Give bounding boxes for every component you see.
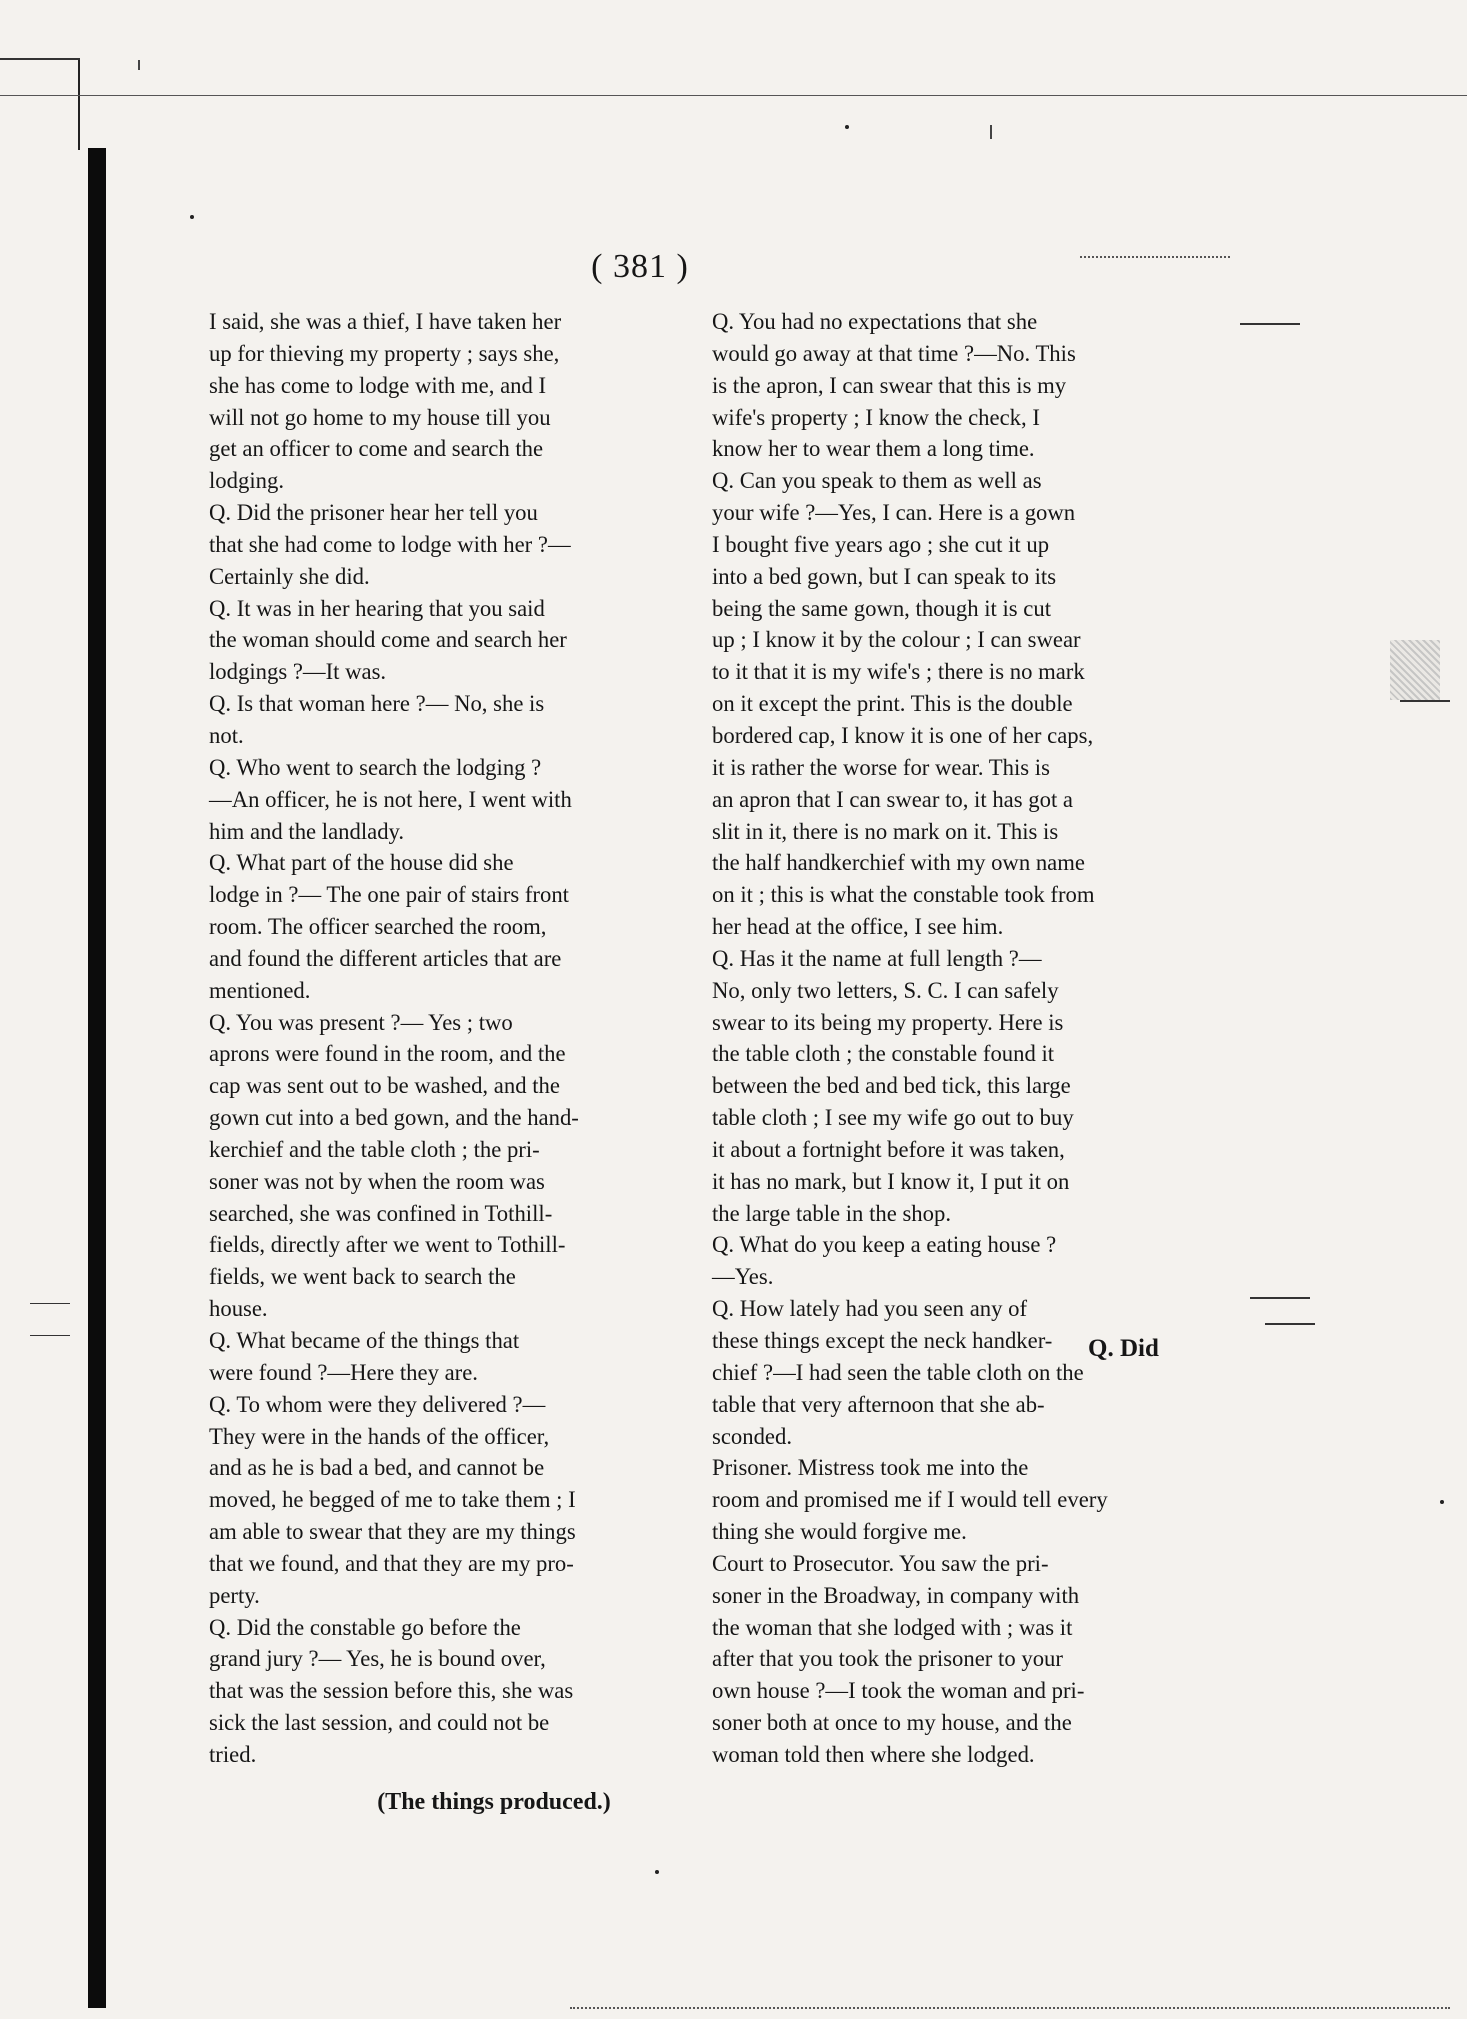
text-line: that was the session before this, she was <box>209 1678 574 1704</box>
text-line: the table cloth ; the constable found it <box>712 1041 1055 1067</box>
catchword: Q. Did <box>1088 1335 1159 1362</box>
text-line: the woman that she lodged with ; was it <box>712 1614 1073 1640</box>
text-line: bordered cap, I know it is one of her caps, <box>712 722 1094 748</box>
text-line: to it that it is my wife's ; there is no mark <box>712 659 1085 685</box>
text-line: soner was not by when the room was <box>209 1168 545 1194</box>
text-line: kerchief and the table cloth ; the pri- <box>209 1136 540 1162</box>
scan-speck <box>845 125 849 129</box>
text-line: and as he is bad a bed, and cannot be <box>209 1455 545 1481</box>
text-line: tried. <box>209 1741 257 1767</box>
text-line: fields, directly after we went to Tothill- <box>209 1232 566 1258</box>
text-line: Q. You had no expectations that she <box>712 309 1038 334</box>
text-line: table cloth ; I see my wife go out to buy <box>712 1105 1074 1131</box>
text-line: get an officer to come and search the <box>209 436 544 462</box>
text-line: I bought five years ago ; she cut it up <box>712 531 1050 557</box>
text-line: table that very afternoon that she ab- <box>712 1391 1045 1417</box>
text-line: and found the different articles that are <box>209 945 562 971</box>
text-line: being the same gown, though it is cut <box>712 595 1052 621</box>
left-column <box>209 306 684 1819</box>
text-line: swear to its being my property. Here is <box>712 1009 1064 1035</box>
text-line: house. <box>209 1296 268 1322</box>
text-line: Q. Has it the name at full length ?— <box>712 945 1042 971</box>
scan-artifact <box>1390 640 1440 700</box>
text-line: Q. Can you speak to them as well as <box>712 468 1042 494</box>
scan-edge-shadow <box>88 148 106 2008</box>
text-line: chief ?—I had seen the table cloth on the <box>712 1359 1084 1385</box>
text-line: Certainly she did. <box>209 563 370 589</box>
text-line: I said, she was a thief, I have taken her <box>209 309 562 334</box>
text-line: would go away at that time ?—No. This <box>712 340 1076 366</box>
scan-speck <box>1440 1500 1444 1504</box>
text-line: your wife ?—Yes, I can. Here is a gown <box>712 500 1076 526</box>
text-line: —Yes. <box>712 1264 774 1290</box>
text-line: the large table in the shop. <box>712 1200 951 1226</box>
text-line: searched, she was confined in Tothill- <box>209 1200 553 1226</box>
text-line: Prisoner. Mistress took me into the <box>712 1455 1029 1481</box>
text-line: an apron that I can swear to, it has got a <box>712 786 1073 812</box>
text-line: grand jury ?— Yes, he is bound over, <box>209 1646 546 1672</box>
text-line: room. The officer searched the room, <box>209 914 547 940</box>
text-line: mentioned. <box>209 977 311 1003</box>
text-line: lodgings ?—It was. <box>209 659 387 685</box>
text-line: the half handkerchief with my own name <box>712 850 1085 876</box>
text-line: thing she would forgive me. <box>712 1519 967 1545</box>
text-line: that she had come to lodge with her ?— <box>209 531 571 557</box>
scan-rule <box>1240 323 1300 325</box>
text-line: perty. <box>209 1582 260 1608</box>
text-line: own house ?—I took the woman and pri- <box>712 1678 1085 1704</box>
text-line: wife's property ; I know the check, I <box>712 404 1040 430</box>
text-line: Q. To whom were they delivered ?— <box>209 1391 546 1417</box>
text-line: Q. It was in her hearing that you said <box>209 595 545 621</box>
text-line: her head at the office, I see him. <box>712 914 1004 940</box>
text-line: she has come to lodge with me, and I <box>209 372 547 398</box>
text-line: lodging. <box>209 468 284 494</box>
text-line: the woman should come and search her <box>209 627 567 653</box>
text-line: sick the last session, and could not be <box>209 1710 550 1736</box>
text-line: cap was sent out to be washed, and the <box>209 1073 560 1099</box>
scan-rule <box>0 58 80 60</box>
scan-mark <box>990 125 992 139</box>
text-line: No, only two letters, S. C. I can safely <box>712 977 1059 1003</box>
scan-rule <box>30 1335 70 1336</box>
text-line: gown cut into a bed gown, and the hand- <box>209 1105 579 1131</box>
text-line: slit in it, there is no mark on it. This is <box>712 818 1059 844</box>
page-number: ( 381 ) <box>591 248 689 285</box>
text-line: not. <box>209 722 244 748</box>
text-line: Q. Did the constable go before the <box>209 1614 521 1640</box>
text-line: it is rather the worse for wear. This is <box>712 754 1050 780</box>
text-line: sconded. <box>712 1423 793 1449</box>
text-line: Q. Is that woman here ?— No, she is <box>209 691 545 717</box>
text-line: aprons were found in the room, and the <box>209 1041 566 1067</box>
text-line: were found ?—Here they are. <box>209 1359 478 1385</box>
text-line: Q. How lately had you seen any of <box>712 1296 1028 1322</box>
text-line: room and promised me if I would tell every <box>712 1487 1108 1513</box>
text-line: up for thieving my property ; says she, <box>209 340 560 366</box>
scan-noise <box>1080 256 1230 258</box>
text-line: Q. Who went to search the lodging ? <box>209 754 542 780</box>
text-line: on it ; this is what the constable took from <box>712 882 1095 908</box>
text-line: Court to Prosecutor. You saw the pri- <box>712 1550 1049 1576</box>
text-line: Q. What became of the things that <box>209 1328 520 1353</box>
right-column <box>712 306 1192 1771</box>
text-line: it has no mark, but I know it, I put it on <box>712 1168 1070 1194</box>
text-line: is the apron, I can swear that this is my <box>712 372 1067 398</box>
text-line: Q. What do you keep a eating house ? <box>712 1232 1057 1258</box>
text-line: know her to wear them a long time. <box>712 436 1035 462</box>
text-line: into a bed gown, but I can speak to its <box>712 563 1057 589</box>
text-line: on it except the print. This is the double <box>712 691 1073 717</box>
scan-rule <box>1250 1297 1310 1299</box>
text-line: that we found, and that they are my pro- <box>209 1550 574 1576</box>
text-line: Q. You was present ?— Yes ; two <box>209 1009 513 1035</box>
scan-rule <box>30 1303 70 1304</box>
scan-rule <box>0 95 1467 96</box>
produced-note: (The things produced.) <box>377 1788 611 1815</box>
text-line: fields, we went back to search the <box>209 1264 516 1290</box>
text-line: soner in the Broadway, in company with <box>712 1582 1080 1608</box>
text-line: him and the landlady. <box>209 818 405 844</box>
scan-mark <box>138 60 140 70</box>
text-line: woman told then where she lodged. <box>712 1741 1035 1767</box>
text-line: —An officer, he is not here, I went with <box>209 786 572 812</box>
scan-rule <box>1265 1323 1315 1325</box>
scan-speck <box>655 1870 659 1874</box>
text-line: They were in the hands of the officer, <box>209 1423 550 1449</box>
text-line: Q. What part of the house did she <box>209 850 514 876</box>
scan-noise <box>570 2007 1450 2009</box>
scan-edge-line <box>78 60 80 150</box>
text-line: up ; I know it by the colour ; I can swear <box>712 627 1081 653</box>
text-line: between the bed and bed tick, this large <box>712 1073 1071 1099</box>
text-line: soner both at once to my house, and the <box>712 1710 1072 1736</box>
text-line: lodge in ?— The one pair of stairs front <box>209 882 569 908</box>
text-line: will not go home to my house till you <box>209 404 551 430</box>
scan-rule <box>1400 700 1450 702</box>
text-line: moved, he begged of me to take them ; I <box>209 1487 576 1513</box>
text-line: am able to swear that they are my things <box>209 1519 576 1545</box>
text-line: after that you took the prisoner to your <box>712 1646 1063 1672</box>
scan-speck <box>190 215 194 219</box>
text-line: these things except the neck handker- <box>712 1328 1053 1353</box>
text-line: Q. Did the prisoner hear her tell you <box>209 500 538 526</box>
text-line: it about a fortnight before it was taken, <box>712 1136 1065 1162</box>
